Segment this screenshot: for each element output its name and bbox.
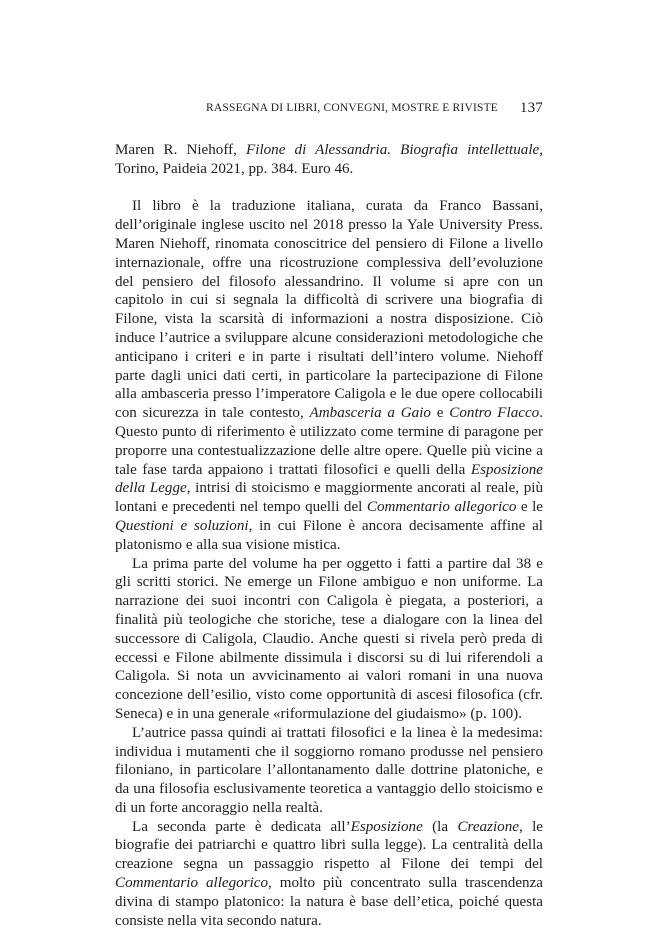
italic-title: Creazione [457, 818, 519, 835]
page-number: 137 [519, 100, 543, 116]
text-run: , in cui Filone è ancora decisamente affine al platonismo e alla sua visione mistica. [115, 517, 543, 553]
text-run: Il libro è la traduzione italiana, curata da Franco Bassani, dell’originale inglese uscito nel 2018 presso la Yale University Press. Maren Niehoff, rinomata conoscitrice del pensiero di Filone a livello internazionale, offre una ricostruzione complessiva dell’evoluzione del pensiero del filosofo alessandrino. Il volume si apre con un capitolo in cui si segnala la difficoltà di scrivere una biografia di Filone, vista la scarsità di informazioni a nostra disposizione. Ciò induce l’autrice a sviluppare alcune considerazioni metodologiche che anticipano i criteri e in parte i risultati dell’intero volume. Niehoff parte dagli unici dati certi, in particolare la partecipazione di Filone alla ambasceria presso l’imperatore Caligola e le due opere collocabili con sicurezza in tale contesto, [115, 198, 543, 422]
italic-title: Ambasceria a Gaio [309, 405, 431, 422]
italic-title: Esposizione della Legge [115, 461, 543, 497]
text-run: (la [422, 818, 458, 835]
paragraph-1 [115, 197, 543, 554]
italic-title: Contro Flacco [449, 405, 540, 422]
text-run: , intrisi di stoicismo e maggiormente ancorati al reale, più lontani e precedenti nel tempo quelli del [115, 480, 543, 516]
citation-title: Filone di Alessandria. Biografia intellettuale [246, 142, 540, 158]
paragraph-4 [115, 818, 543, 930]
text-run: , molto più concentrato sulla trascendenza divina di stampo platonico: la natura è base dell’etica, poiché questa consiste nella vita secondo natura. [115, 875, 543, 929]
text-run: La prima parte del volume ha per oggetto i fatti a partire dal 38 e gli scritti storici. Ne emerge un Filone ambiguo e non uniforme. La narrazione dei suoi incontri con Caligola è piegata, a posteriori, a finalità più teologiche che storiche, tese a dialogare con la linea del successore di Caligola, Claudio. Anche questi si rivela però preda di eccessi e Filone abilmente dissimula i discorsi su di lui riferendoli a Caligola. Si nota un avvicinamento ai valori romani in una nuova concezione dell’esilio, visto come opportunità di ascesi filosofica (cfr. Seneca) e in una generale «riformulazione del giudaismo» (p. 100). [115, 555, 543, 722]
review-text [115, 141, 543, 930]
text-run: e [430, 405, 450, 422]
paragraph-3 [115, 724, 543, 818]
citation-details: , Torino, Paideia 2021, pp. 384. Euro 46. [115, 142, 543, 177]
citation-author: Maren R. Niehoff, [115, 142, 247, 158]
italic-title: Questioni e soluzioni [115, 517, 249, 534]
text-run: L’autrice passa quindi ai trattati filosofici e la linea è la medesima: individua i mutamenti che il soggiorno romano produsse nel pensiero filoniano, in particolare l’allontanamento dalle dottrine platoniche, e da una filosofia esclusivamente teoretica a vantaggio dello stoicismo e di un forte ancoraggio nella realtà. [115, 724, 543, 816]
text-run: e le [516, 499, 543, 516]
paragraph-2 [115, 555, 543, 724]
italic-title: Esposizione [350, 818, 423, 835]
running-title: RASSEGNA DI LIBRI, CONVEGNI, MOSTRE E RIVISTE [206, 102, 499, 114]
text-run: La seconda parte è dedicata all’ [132, 818, 351, 835]
text-run: , le biografie dei patriarchi e quattro libri sulla legge). La centralità della creazione segna un passaggio rispetto al Filone dei tempi del [115, 818, 543, 873]
book-citation [115, 141, 543, 179]
italic-title: Commentario allegorico [366, 499, 517, 516]
italic-title: Commentario allegorico [115, 875, 269, 892]
text-run: . Questo punto di riferimento è utilizzato come termine di paragone per proporre una contestualizzazione delle altre opere. Quelle più vicine a tale fase tarda appaiono i trattati filosofici e quelli della [115, 405, 543, 478]
